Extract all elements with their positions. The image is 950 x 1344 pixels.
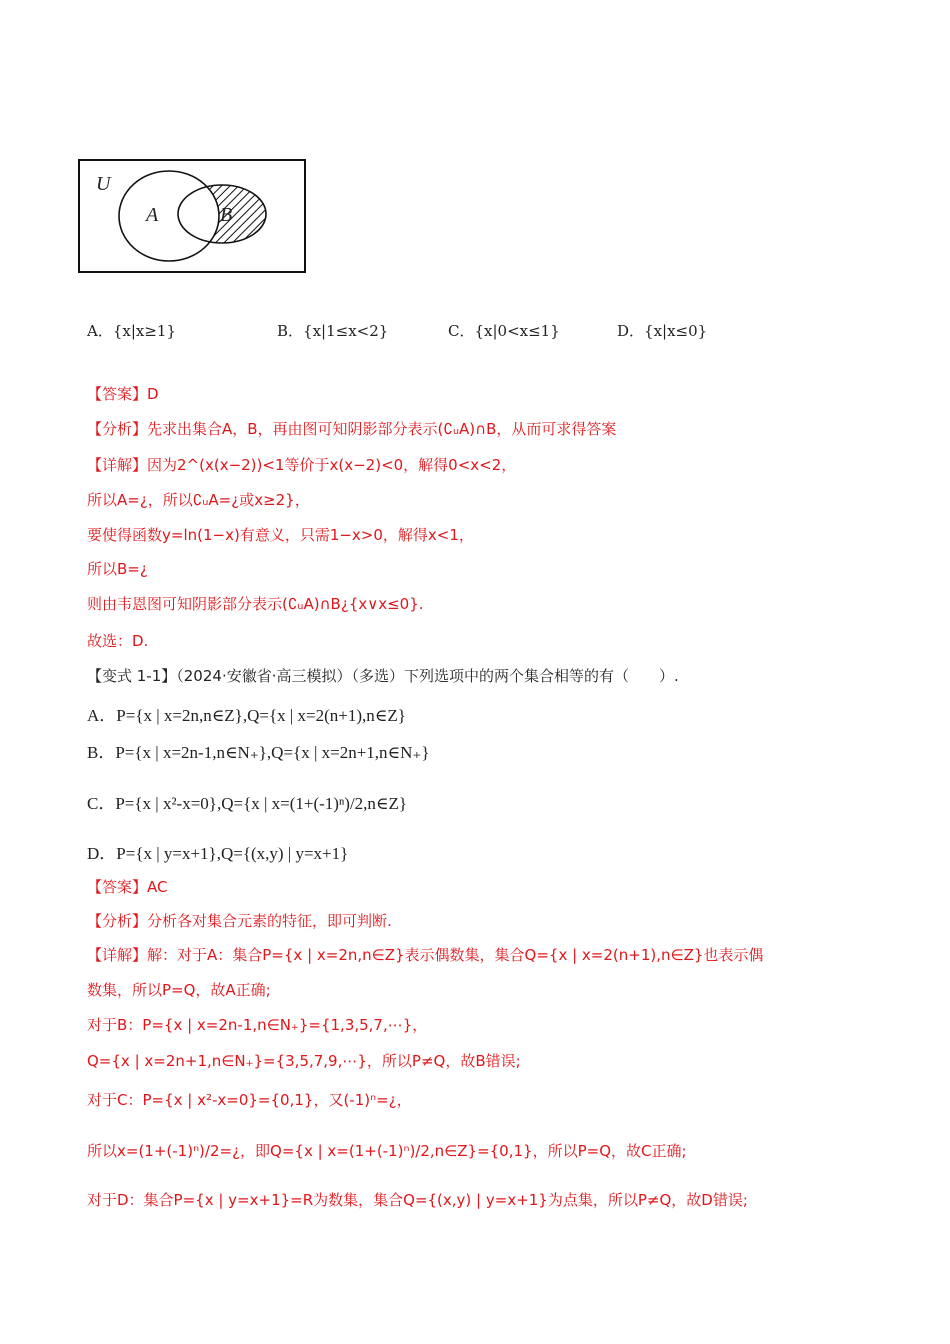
answer-2: 【答案】AC <box>87 878 168 896</box>
q1-option-c: C．{x|0<x≤1} <box>448 322 560 340</box>
solution-1-line-6: 故选：D. <box>87 632 149 650</box>
label-b: B <box>220 204 233 226</box>
q1-option-a: A．{x|x≥1} <box>87 322 177 340</box>
solution-1-line-2: 所以A=¿，所以∁ᵤA=¿或x≥2}， <box>87 491 310 509</box>
set-a-circle <box>119 171 219 261</box>
solution-1-line-1: 【详解】因为2^(x(x−2))<1等价于x(x−2)<0，解得0<x<2， <box>87 456 517 474</box>
universal-set-box <box>79 160 305 272</box>
analysis-1: 【分析】先求出集合A，B，再由图可知阴影部分表示(∁ᵤA)∩B，从而可求得答案 <box>87 420 617 438</box>
q2-option-d: D．P={x | y=x+1},Q={(x,y) | y=x+1} <box>87 844 349 863</box>
solution-2-line-1: 【详解】解：对于A：集合P={x | x=2n,n∈Z}表示偶数集，集合Q={x | x=2(n+1),n∈Z}也表示偶 <box>87 946 764 964</box>
label-u: U <box>96 173 111 195</box>
answer-1: 【答案】D <box>87 385 159 403</box>
q1-option-d: D．{x|x≤0} <box>617 322 708 340</box>
solution-1-line-5: 则由韦恩图可知阴影部分表示(∁ᵤA)∩B¿{x∨x≤0}. <box>87 595 424 613</box>
solution-1-line-3: 要使得函数y=ln(1−x)有意义，只需1−x>0，解得x<1， <box>87 526 474 544</box>
q1-option-b: B．{x|1≤x<2} <box>277 322 389 340</box>
solution-1-line-4: 所以B=¿ <box>87 560 148 578</box>
solution-2-line-7: 对于D：集合P={x | y=x+1}=R为数集，集合Q={(x,y) | y=x+1}为点集，所以P≠Q，故D错误; <box>87 1191 748 1209</box>
q2-option-a: A．P={x | x=2n,n∈Z},Q={x | x=2(n+1),n∈Z} <box>87 706 406 725</box>
q2-option-b: B．P={x | x=2n-1,n∈N₊},Q={x | x=2n+1,n∈N₊} <box>87 743 430 762</box>
label-a: A <box>146 204 159 226</box>
solution-2-line-2: 数集，所以P=Q，故A正确; <box>87 981 271 999</box>
venn-diagram <box>78 159 307 274</box>
question1-options <box>87 320 847 344</box>
q2-option-c: C．P={x | x²-x=0},Q={x | x=(1+(-1)ⁿ)/2,n∈Z} <box>87 794 408 813</box>
analysis-2: 【分析】分析各对集合元素的特征，即可判断. <box>87 912 392 930</box>
variant-question-title: 【变式 1-1】（2024·安徽省·高三模拟）（多选）下列选项中的两个集合相等的有（ ）. <box>87 667 679 685</box>
solution-2-line-4: Q={x | x=2n+1,n∈N₊}={3,5,7,9,⋯}，所以P≠Q，故B错误; <box>87 1052 521 1070</box>
solution-2-line-5: 对于C：P={x | x²-x=0}={0,1}，又(-1)ⁿ=¿， <box>87 1091 412 1109</box>
solution-2-line-3: 对于B：P={x | x=2n-1,n∈N₊}={1,3,5,7,⋯}， <box>87 1016 428 1034</box>
solution-2-line-6: 所以x=(1+(-1)ⁿ)/2=¿，即Q={x | x=(1+(-1)ⁿ)/2,n∈Z}={0,1}，所以P=Q，故C正确; <box>87 1142 687 1160</box>
